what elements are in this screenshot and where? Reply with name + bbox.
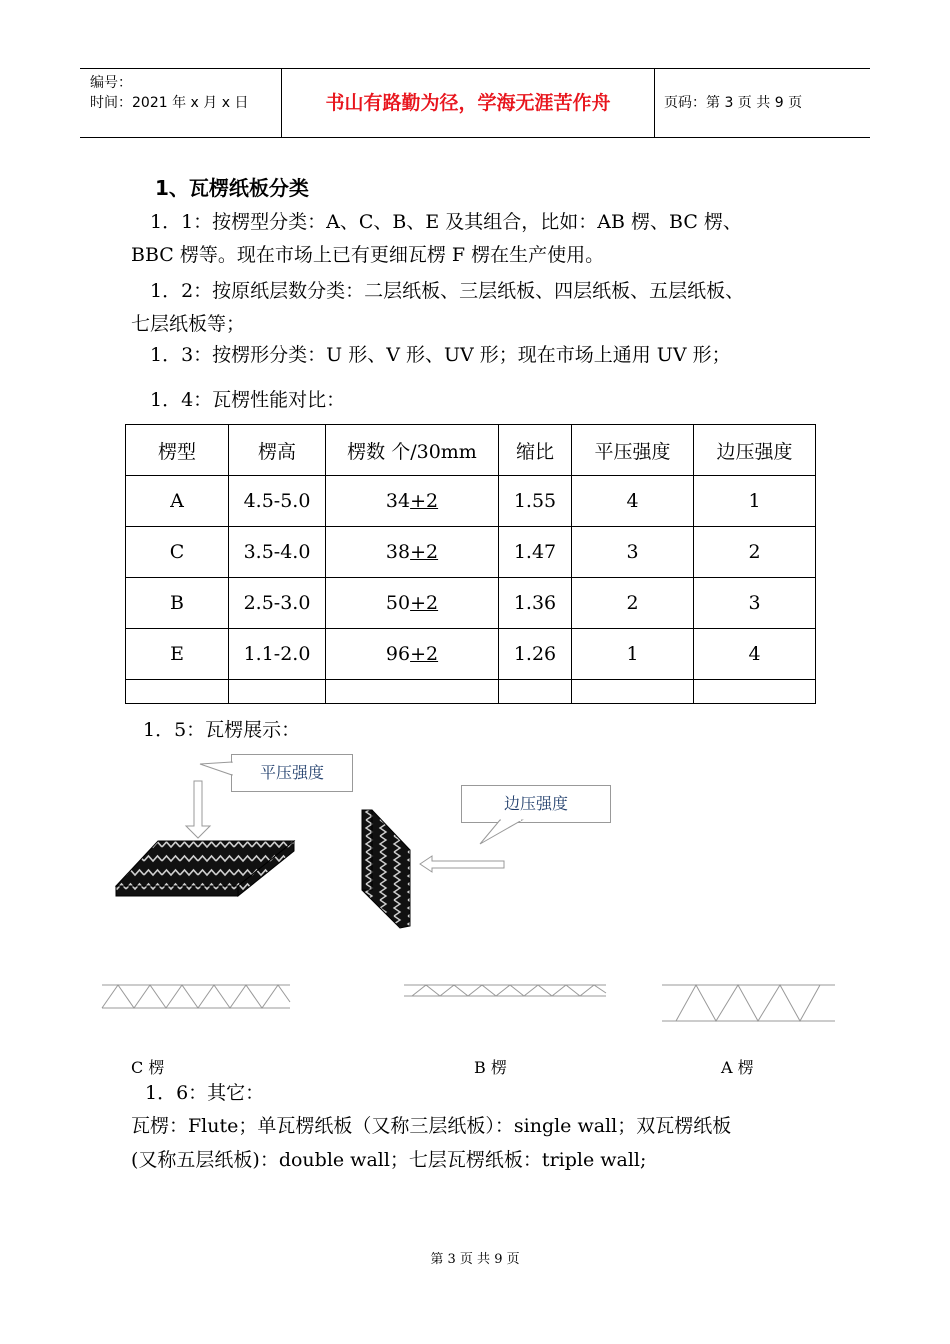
- empty-cell: [326, 680, 499, 704]
- cell-type: C: [126, 527, 229, 578]
- header-code: 编号：: [90, 75, 132, 91]
- count-base: 50: [385, 592, 411, 614]
- count-base: 34: [385, 490, 411, 512]
- para-1-2-cont: 七层纸板等；: [131, 313, 246, 335]
- count-tolerance: +2: [410, 541, 439, 563]
- empty-cell: [499, 680, 572, 704]
- empty-cell: [229, 680, 326, 704]
- section-title: 1、瓦楞纸板分类: [155, 176, 309, 200]
- callout-edge-label: 边压强度: [503, 794, 568, 813]
- flat-board-shape: [116, 841, 294, 896]
- cell-flat: 1: [572, 629, 694, 680]
- cell-edge: 4: [694, 629, 816, 680]
- cell-count: [326, 578, 499, 629]
- cell-ratio: 1.36: [499, 578, 572, 629]
- cell-height: 4.5-5.0: [229, 476, 326, 527]
- cell-flat: 4: [572, 476, 694, 527]
- cell-flat: 2: [572, 578, 694, 629]
- count-tolerance: +2: [410, 643, 439, 665]
- corrugation-illustration: [0, 740, 950, 1040]
- table-header-cell: 楞型: [126, 425, 229, 476]
- cell-edge: 2: [694, 527, 816, 578]
- para-1-1: 1．1：按楞型分类：A、C、B、E 及其组合，比如：AB 楞、BC 楞、: [150, 211, 742, 233]
- para-1-6: 1．6：其它：: [145, 1082, 265, 1104]
- callout-flat-label: 平压强度: [259, 763, 324, 782]
- cell-count: [326, 629, 499, 680]
- table-row: [126, 527, 816, 578]
- table-header-cell: 缩比: [499, 425, 572, 476]
- c-flute-profile: [102, 985, 290, 1008]
- flat-crush-arrow-icon: [186, 781, 210, 838]
- caption-c-flute: C 楞: [131, 1058, 165, 1077]
- cell-edge: 1: [694, 476, 816, 527]
- para-1-5: 1．5：瓦楞展示：: [143, 719, 301, 741]
- cell-height: 2.5-3.0: [229, 578, 326, 629]
- empty-cell: [126, 680, 229, 704]
- empty-cell: [572, 680, 694, 704]
- para-1-6-terms: 瓦楞：Flute；单瓦楞纸板（又称三层纸板）：single wall；双瓦楞纸板: [131, 1115, 732, 1137]
- table-header-cell: 平压强度: [572, 425, 694, 476]
- cell-ratio: 1.55: [499, 476, 572, 527]
- header-date: 时间：2021 年 x 月 x 日: [90, 95, 249, 111]
- cell-type: A: [126, 476, 229, 527]
- page-header: [80, 68, 870, 138]
- header-motto-cell: [282, 69, 654, 137]
- cell-count: [326, 476, 499, 527]
- table-row: [126, 629, 816, 680]
- count-base: 96: [385, 643, 411, 665]
- count-base: 38: [385, 541, 411, 563]
- table-header-row: [126, 425, 816, 476]
- cell-height: 3.5-4.0: [229, 527, 326, 578]
- para-1-1-cont: BBC 楞等。现在市场上已有更细瓦楞 F 楞在生产使用。: [131, 244, 605, 266]
- para-1-3: 1．3：按楞形分类：U 形、V 形、UV 形；现在市场上通用 UV 形；: [150, 344, 731, 366]
- para-1-2: 1．2：按原纸层数分类：二层纸板、三层纸板、四层纸板、五层纸板、: [150, 280, 745, 302]
- empty-cell: [694, 680, 816, 704]
- flute-comparison-table: [125, 424, 816, 704]
- cell-type: E: [126, 629, 229, 680]
- cell-ratio: 1.47: [499, 527, 572, 578]
- caption-a-flute: A 楞: [721, 1058, 754, 1077]
- a-flute-profile: [662, 985, 835, 1021]
- table-header-cell: 楞数 个/30mm: [326, 425, 499, 476]
- cell-height: 1.1-2.0: [229, 629, 326, 680]
- para-1-6-terms-cont: (又称五层纸板)：double wall；七层瓦楞纸板：triple wall;: [131, 1149, 647, 1171]
- para-1-4: 1．4：瓦楞性能对比：: [150, 389, 346, 411]
- table-row: [126, 578, 816, 629]
- header-page: 页码：第 3 页 共 9 页: [664, 95, 803, 111]
- callout-edge-tail: [480, 820, 522, 844]
- callout-flat-tail: [200, 762, 232, 775]
- cell-flat: 3: [572, 527, 694, 578]
- table-header-cell: 边压强度: [694, 425, 816, 476]
- count-tolerance: +2: [410, 592, 439, 614]
- header-divider: [654, 69, 655, 137]
- cell-ratio: 1.26: [499, 629, 572, 680]
- cell-type: B: [126, 578, 229, 629]
- table-empty-row: [126, 680, 816, 704]
- count-tolerance: +2: [410, 490, 439, 512]
- b-flute-profile: [404, 985, 606, 996]
- cell-count: [326, 527, 499, 578]
- header-motto: 书山有路勤为径，学海无涯苦作舟: [325, 92, 611, 114]
- table-row: [126, 476, 816, 527]
- caption-b-flute: B 楞: [474, 1058, 507, 1077]
- edge-crush-arrow-icon: [420, 856, 504, 872]
- header-meta: [90, 73, 248, 141]
- page-footer: 第 3 页 共 9 页: [430, 1252, 520, 1267]
- vertical-board-shape: [362, 810, 410, 928]
- cell-edge: 3: [694, 578, 816, 629]
- table-header-cell: 楞高: [229, 425, 326, 476]
